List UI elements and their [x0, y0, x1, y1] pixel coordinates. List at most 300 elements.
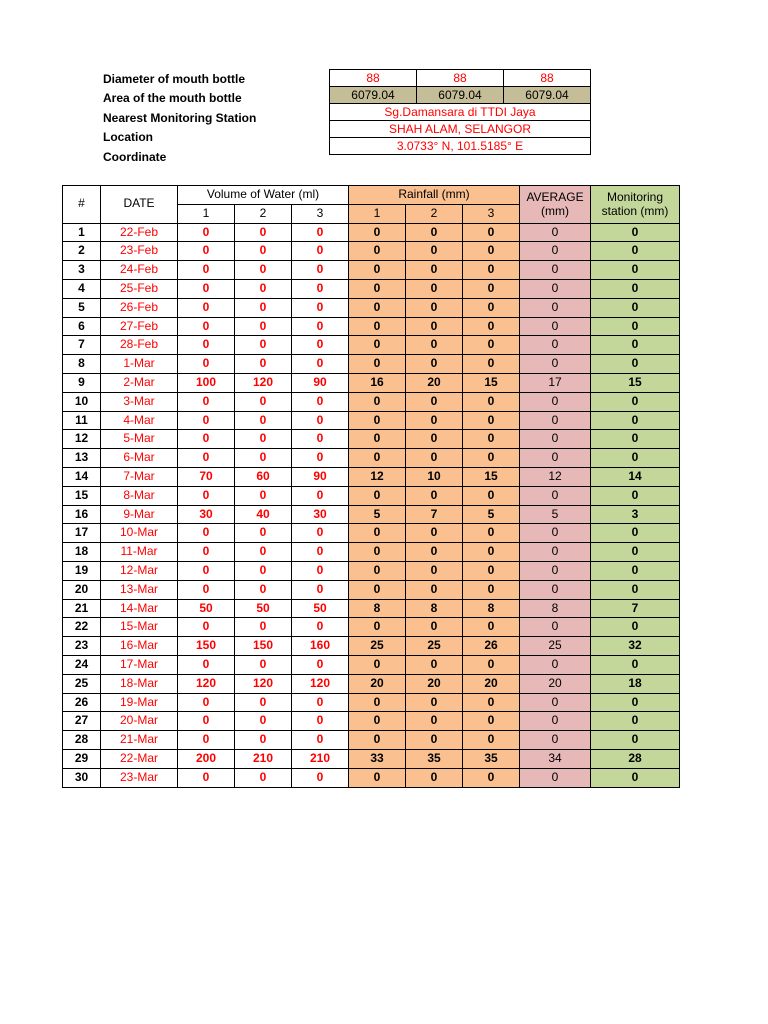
volume-3-cell[interactable]: 0: [292, 524, 349, 543]
date-cell[interactable]: 4-Mar: [101, 411, 178, 430]
rainfall-3-cell[interactable]: 0: [463, 712, 520, 731]
monitoring-cell[interactable]: 32: [591, 637, 680, 656]
row-number[interactable]: 1: [63, 223, 101, 242]
volume-2-cell[interactable]: 0: [235, 279, 292, 298]
rainfall-1-cell[interactable]: 0: [349, 411, 406, 430]
volume-1-cell[interactable]: 0: [178, 298, 235, 317]
rainfall-3-cell[interactable]: 26: [463, 637, 520, 656]
date-cell[interactable]: 22-Feb: [101, 223, 178, 242]
rainfall-2-cell[interactable]: 7: [406, 505, 463, 524]
date-cell[interactable]: 13-Mar: [101, 580, 178, 599]
volume-1-cell[interactable]: 0: [178, 355, 235, 374]
volume-1-cell[interactable]: 0: [178, 317, 235, 336]
monitoring-cell[interactable]: 0: [591, 223, 680, 242]
volume-1-cell[interactable]: 100: [178, 373, 235, 392]
volume-3-cell[interactable]: 0: [292, 336, 349, 355]
rainfall-2-cell[interactable]: 0: [406, 712, 463, 731]
diameter-cell[interactable]: 88: [417, 70, 504, 87]
volume-2-cell[interactable]: 0: [235, 618, 292, 637]
rainfall-1-cell[interactable]: 0: [349, 392, 406, 411]
rainfall-1-cell[interactable]: 16: [349, 373, 406, 392]
average-cell[interactable]: 0: [520, 355, 591, 374]
date-cell[interactable]: 26-Feb: [101, 298, 178, 317]
row-number[interactable]: 22: [63, 618, 101, 637]
volume-2-cell[interactable]: 0: [235, 355, 292, 374]
row-number[interactable]: 23: [63, 637, 101, 656]
date-cell[interactable]: 18-Mar: [101, 674, 178, 693]
row-number[interactable]: 10: [63, 392, 101, 411]
volume-3-cell[interactable]: 0: [292, 655, 349, 674]
volume-1-cell[interactable]: 0: [178, 411, 235, 430]
volume-1-cell[interactable]: 0: [178, 336, 235, 355]
volume-1-cell[interactable]: 0: [178, 486, 235, 505]
volume-2-cell[interactable]: 0: [235, 486, 292, 505]
average-cell[interactable]: 0: [520, 524, 591, 543]
volume-2-cell[interactable]: 120: [235, 373, 292, 392]
row-number[interactable]: 6: [63, 317, 101, 336]
rainfall-1-cell[interactable]: 0: [349, 279, 406, 298]
row-number[interactable]: 27: [63, 712, 101, 731]
rainfall-2-cell[interactable]: 35: [406, 749, 463, 768]
volume-3-cell[interactable]: 0: [292, 618, 349, 637]
average-cell[interactable]: 20: [520, 674, 591, 693]
rainfall-3-cell[interactable]: 0: [463, 449, 520, 468]
rainfall-3-cell[interactable]: 0: [463, 430, 520, 449]
volume-1-cell[interactable]: 0: [178, 580, 235, 599]
rainfall-1-cell[interactable]: 0: [349, 524, 406, 543]
volume-3-cell[interactable]: 0: [292, 580, 349, 599]
rainfall-2-cell[interactable]: 0: [406, 279, 463, 298]
rainfall-1-cell[interactable]: 0: [349, 355, 406, 374]
rainfall-2-cell[interactable]: 0: [406, 449, 463, 468]
rainfall-3-cell[interactable]: 0: [463, 223, 520, 242]
rainfall-1-cell[interactable]: 0: [349, 261, 406, 280]
volume-1-cell[interactable]: 30: [178, 505, 235, 524]
rainfall-3-cell[interactable]: 5: [463, 505, 520, 524]
rainfall-3-cell[interactable]: 0: [463, 355, 520, 374]
sub-header-rainfall-2[interactable]: 2: [406, 204, 463, 223]
volume-1-cell[interactable]: 0: [178, 561, 235, 580]
volume-3-cell[interactable]: 0: [292, 279, 349, 298]
monitoring-cell[interactable]: 0: [591, 430, 680, 449]
average-cell[interactable]: 0: [520, 430, 591, 449]
monitoring-cell[interactable]: 0: [591, 486, 680, 505]
sub-header-volume-1[interactable]: 1: [178, 204, 235, 223]
volume-3-cell[interactable]: 160: [292, 637, 349, 656]
rainfall-1-cell[interactable]: 0: [349, 731, 406, 750]
volume-2-cell[interactable]: 0: [235, 261, 292, 280]
volume-3-cell[interactable]: 0: [292, 561, 349, 580]
average-cell[interactable]: 0: [520, 298, 591, 317]
volume-2-cell[interactable]: 0: [235, 561, 292, 580]
rainfall-3-cell[interactable]: 0: [463, 411, 520, 430]
date-cell[interactable]: 2-Mar: [101, 373, 178, 392]
average-cell[interactable]: 0: [520, 486, 591, 505]
date-cell[interactable]: 27-Feb: [101, 317, 178, 336]
rainfall-3-cell[interactable]: 0: [463, 618, 520, 637]
date-cell[interactable]: 21-Mar: [101, 731, 178, 750]
rainfall-1-cell[interactable]: 0: [349, 486, 406, 505]
date-cell[interactable]: 19-Mar: [101, 693, 178, 712]
col-header-volume[interactable]: Volume of Water (ml): [178, 186, 349, 205]
row-number[interactable]: 5: [63, 298, 101, 317]
row-number[interactable]: 8: [63, 355, 101, 374]
volume-2-cell[interactable]: 0: [235, 655, 292, 674]
volume-3-cell[interactable]: 30: [292, 505, 349, 524]
volume-1-cell[interactable]: 0: [178, 524, 235, 543]
monitoring-cell[interactable]: 0: [591, 712, 680, 731]
volume-3-cell[interactable]: 0: [292, 223, 349, 242]
rainfall-1-cell[interactable]: 12: [349, 467, 406, 486]
rainfall-2-cell[interactable]: 0: [406, 693, 463, 712]
average-cell[interactable]: 0: [520, 655, 591, 674]
rainfall-3-cell[interactable]: 0: [463, 693, 520, 712]
row-number[interactable]: 26: [63, 693, 101, 712]
rainfall-2-cell[interactable]: 20: [406, 373, 463, 392]
rainfall-3-cell[interactable]: 0: [463, 317, 520, 336]
monitoring-cell[interactable]: 0: [591, 561, 680, 580]
rainfall-1-cell[interactable]: 0: [349, 430, 406, 449]
volume-1-cell[interactable]: 0: [178, 731, 235, 750]
row-number[interactable]: 18: [63, 543, 101, 562]
average-cell[interactable]: 0: [520, 580, 591, 599]
date-cell[interactable]: 25-Feb: [101, 279, 178, 298]
volume-2-cell[interactable]: 60: [235, 467, 292, 486]
rainfall-2-cell[interactable]: 0: [406, 355, 463, 374]
row-number[interactable]: 29: [63, 749, 101, 768]
monitoring-cell[interactable]: 14: [591, 467, 680, 486]
volume-1-cell[interactable]: 0: [178, 543, 235, 562]
row-number[interactable]: 28: [63, 731, 101, 750]
monitoring-cell[interactable]: 0: [591, 411, 680, 430]
area-cell[interactable]: 6079.04: [417, 87, 504, 104]
monitoring-cell[interactable]: 0: [591, 317, 680, 336]
average-cell[interactable]: 0: [520, 242, 591, 261]
date-cell[interactable]: 10-Mar: [101, 524, 178, 543]
average-cell[interactable]: 0: [520, 411, 591, 430]
volume-1-cell[interactable]: 70: [178, 467, 235, 486]
row-number[interactable]: 13: [63, 449, 101, 468]
rainfall-2-cell[interactable]: 0: [406, 261, 463, 280]
average-cell[interactable]: 0: [520, 561, 591, 580]
row-number[interactable]: 24: [63, 655, 101, 674]
date-cell[interactable]: 24-Feb: [101, 261, 178, 280]
rainfall-1-cell[interactable]: 33: [349, 749, 406, 768]
volume-1-cell[interactable]: 0: [178, 449, 235, 468]
row-number[interactable]: 14: [63, 467, 101, 486]
average-cell[interactable]: 0: [520, 712, 591, 731]
volume-2-cell[interactable]: 0: [235, 712, 292, 731]
rainfall-2-cell[interactable]: 0: [406, 731, 463, 750]
volume-2-cell[interactable]: 40: [235, 505, 292, 524]
date-cell[interactable]: 3-Mar: [101, 392, 178, 411]
date-cell[interactable]: 1-Mar: [101, 355, 178, 374]
coordinate-cell[interactable]: 3.0733° N, 101.5185° E: [330, 138, 591, 155]
volume-1-cell[interactable]: 0: [178, 655, 235, 674]
volume-3-cell[interactable]: 0: [292, 712, 349, 731]
volume-3-cell[interactable]: 0: [292, 261, 349, 280]
volume-2-cell[interactable]: 0: [235, 392, 292, 411]
rainfall-2-cell[interactable]: 0: [406, 486, 463, 505]
volume-2-cell[interactable]: 0: [235, 768, 292, 787]
rainfall-1-cell[interactable]: 0: [349, 449, 406, 468]
volume-3-cell[interactable]: 0: [292, 731, 349, 750]
col-header-average[interactable]: AVERAGE (mm): [520, 186, 591, 224]
volume-1-cell[interactable]: 0: [178, 279, 235, 298]
monitoring-cell[interactable]: 0: [591, 298, 680, 317]
rainfall-3-cell[interactable]: 8: [463, 599, 520, 618]
average-cell[interactable]: 17: [520, 373, 591, 392]
volume-3-cell[interactable]: 0: [292, 430, 349, 449]
rainfall-1-cell[interactable]: 0: [349, 336, 406, 355]
rainfall-1-cell[interactable]: 0: [349, 298, 406, 317]
rainfall-3-cell[interactable]: 20: [463, 674, 520, 693]
monitoring-cell[interactable]: 0: [591, 242, 680, 261]
monitoring-cell[interactable]: 0: [591, 449, 680, 468]
rainfall-2-cell[interactable]: 0: [406, 336, 463, 355]
volume-2-cell[interactable]: 0: [235, 543, 292, 562]
rainfall-2-cell[interactable]: 0: [406, 580, 463, 599]
volume-3-cell[interactable]: 0: [292, 449, 349, 468]
monitoring-cell[interactable]: 28: [591, 749, 680, 768]
rainfall-2-cell[interactable]: 0: [406, 561, 463, 580]
volume-2-cell[interactable]: 0: [235, 411, 292, 430]
rainfall-3-cell[interactable]: 0: [463, 242, 520, 261]
monitoring-cell[interactable]: 0: [591, 655, 680, 674]
average-cell[interactable]: 0: [520, 279, 591, 298]
rainfall-1-cell[interactable]: 25: [349, 637, 406, 656]
diameter-cell[interactable]: 88: [330, 70, 417, 87]
rainfall-1-cell[interactable]: 20: [349, 674, 406, 693]
date-cell[interactable]: 14-Mar: [101, 599, 178, 618]
average-cell[interactable]: 0: [520, 693, 591, 712]
volume-3-cell[interactable]: 0: [292, 768, 349, 787]
volume-1-cell[interactable]: 0: [178, 392, 235, 411]
average-cell[interactable]: 34: [520, 749, 591, 768]
rainfall-2-cell[interactable]: 8: [406, 599, 463, 618]
rainfall-1-cell[interactable]: 0: [349, 543, 406, 562]
rainfall-2-cell[interactable]: 0: [406, 223, 463, 242]
rainfall-3-cell[interactable]: 15: [463, 467, 520, 486]
volume-2-cell[interactable]: 0: [235, 430, 292, 449]
sub-header-rainfall-3[interactable]: 3: [463, 204, 520, 223]
row-number[interactable]: 11: [63, 411, 101, 430]
diameter-cell[interactable]: 88: [504, 70, 591, 87]
rainfall-2-cell[interactable]: 0: [406, 317, 463, 336]
station-cell[interactable]: Sg.Damansara di TTDI Jaya: [330, 104, 591, 121]
volume-2-cell[interactable]: 0: [235, 317, 292, 336]
sub-header-volume-2[interactable]: 2: [235, 204, 292, 223]
rainfall-3-cell[interactable]: 0: [463, 543, 520, 562]
average-cell[interactable]: 5: [520, 505, 591, 524]
rainfall-2-cell[interactable]: 0: [406, 242, 463, 261]
average-cell[interactable]: 0: [520, 336, 591, 355]
date-cell[interactable]: 23-Feb: [101, 242, 178, 261]
average-cell[interactable]: 0: [520, 768, 591, 787]
volume-3-cell[interactable]: 0: [292, 543, 349, 562]
volume-3-cell[interactable]: 90: [292, 373, 349, 392]
rainfall-1-cell[interactable]: 0: [349, 317, 406, 336]
row-number[interactable]: 25: [63, 674, 101, 693]
rainfall-2-cell[interactable]: 0: [406, 411, 463, 430]
row-number[interactable]: 3: [63, 261, 101, 280]
volume-3-cell[interactable]: 0: [292, 411, 349, 430]
rainfall-3-cell[interactable]: 0: [463, 768, 520, 787]
monitoring-cell[interactable]: 18: [591, 674, 680, 693]
volume-2-cell[interactable]: 150: [235, 637, 292, 656]
volume-1-cell[interactable]: 0: [178, 223, 235, 242]
rainfall-1-cell[interactable]: 0: [349, 242, 406, 261]
rainfall-2-cell[interactable]: 0: [406, 392, 463, 411]
rainfall-2-cell[interactable]: 10: [406, 467, 463, 486]
average-cell[interactable]: 0: [520, 731, 591, 750]
rainfall-2-cell[interactable]: 0: [406, 618, 463, 637]
volume-3-cell[interactable]: 0: [292, 317, 349, 336]
row-number[interactable]: 21: [63, 599, 101, 618]
rainfall-2-cell[interactable]: 0: [406, 430, 463, 449]
date-cell[interactable]: 16-Mar: [101, 637, 178, 656]
monitoring-cell[interactable]: 0: [591, 618, 680, 637]
sub-header-rainfall-1[interactable]: 1: [349, 204, 406, 223]
location-cell[interactable]: SHAH ALAM, SELANGOR: [330, 121, 591, 138]
monitoring-cell[interactable]: 0: [591, 580, 680, 599]
row-number[interactable]: 15: [63, 486, 101, 505]
rainfall-1-cell[interactable]: 0: [349, 561, 406, 580]
volume-1-cell[interactable]: 0: [178, 712, 235, 731]
volume-3-cell[interactable]: 210: [292, 749, 349, 768]
average-cell[interactable]: 0: [520, 223, 591, 242]
date-cell[interactable]: 15-Mar: [101, 618, 178, 637]
monitoring-cell[interactable]: 3: [591, 505, 680, 524]
volume-2-cell[interactable]: 0: [235, 580, 292, 599]
volume-1-cell[interactable]: 0: [178, 242, 235, 261]
rainfall-3-cell[interactable]: 0: [463, 261, 520, 280]
date-cell[interactable]: 22-Mar: [101, 749, 178, 768]
area-cell[interactable]: 6079.04: [330, 87, 417, 104]
date-cell[interactable]: 8-Mar: [101, 486, 178, 505]
sub-header-volume-3[interactable]: 3: [292, 204, 349, 223]
rainfall-1-cell[interactable]: 0: [349, 580, 406, 599]
monitoring-cell[interactable]: 0: [591, 355, 680, 374]
monitoring-cell[interactable]: 15: [591, 373, 680, 392]
row-number[interactable]: 16: [63, 505, 101, 524]
volume-3-cell[interactable]: 50: [292, 599, 349, 618]
monitoring-cell[interactable]: 0: [591, 524, 680, 543]
average-cell[interactable]: 0: [520, 317, 591, 336]
volume-3-cell[interactable]: 0: [292, 486, 349, 505]
rainfall-1-cell[interactable]: 0: [349, 618, 406, 637]
volume-1-cell[interactable]: 0: [178, 261, 235, 280]
rainfall-2-cell[interactable]: 0: [406, 543, 463, 562]
rainfall-1-cell[interactable]: 0: [349, 693, 406, 712]
volume-2-cell[interactable]: 0: [235, 242, 292, 261]
volume-3-cell[interactable]: 90: [292, 467, 349, 486]
volume-3-cell[interactable]: 0: [292, 242, 349, 261]
volume-2-cell[interactable]: 0: [235, 731, 292, 750]
volume-1-cell[interactable]: 0: [178, 430, 235, 449]
rainfall-2-cell[interactable]: 0: [406, 655, 463, 674]
row-number[interactable]: 17: [63, 524, 101, 543]
monitoring-cell[interactable]: 7: [591, 599, 680, 618]
average-cell[interactable]: 0: [520, 449, 591, 468]
date-cell[interactable]: 5-Mar: [101, 430, 178, 449]
col-header-date[interactable]: DATE: [101, 186, 178, 224]
monitoring-cell[interactable]: 0: [591, 261, 680, 280]
monitoring-cell[interactable]: 0: [591, 392, 680, 411]
rainfall-2-cell[interactable]: 25: [406, 637, 463, 656]
rainfall-1-cell[interactable]: 0: [349, 223, 406, 242]
area-cell[interactable]: 6079.04: [504, 87, 591, 104]
rainfall-3-cell[interactable]: 0: [463, 524, 520, 543]
volume-3-cell[interactable]: 0: [292, 355, 349, 374]
row-number[interactable]: 19: [63, 561, 101, 580]
volume-3-cell[interactable]: 0: [292, 298, 349, 317]
rainfall-1-cell[interactable]: 0: [349, 655, 406, 674]
row-number[interactable]: 12: [63, 430, 101, 449]
average-cell[interactable]: 8: [520, 599, 591, 618]
rainfall-2-cell[interactable]: 0: [406, 768, 463, 787]
rainfall-3-cell[interactable]: 0: [463, 298, 520, 317]
average-cell[interactable]: 12: [520, 467, 591, 486]
row-number[interactable]: 20: [63, 580, 101, 599]
row-number[interactable]: 2: [63, 242, 101, 261]
date-cell[interactable]: 7-Mar: [101, 467, 178, 486]
monitoring-cell[interactable]: 0: [591, 336, 680, 355]
volume-1-cell[interactable]: 0: [178, 693, 235, 712]
volume-2-cell[interactable]: 50: [235, 599, 292, 618]
volume-2-cell[interactable]: 120: [235, 674, 292, 693]
rainfall-3-cell[interactable]: 0: [463, 392, 520, 411]
date-cell[interactable]: 9-Mar: [101, 505, 178, 524]
volume-3-cell[interactable]: 0: [292, 392, 349, 411]
col-header-rainfall[interactable]: Rainfall (mm): [349, 186, 520, 205]
rainfall-2-cell[interactable]: 0: [406, 524, 463, 543]
rainfall-3-cell[interactable]: 0: [463, 486, 520, 505]
average-cell[interactable]: 0: [520, 618, 591, 637]
rainfall-1-cell[interactable]: 8: [349, 599, 406, 618]
average-cell[interactable]: 0: [520, 261, 591, 280]
volume-2-cell[interactable]: 0: [235, 223, 292, 242]
date-cell[interactable]: 17-Mar: [101, 655, 178, 674]
volume-1-cell[interactable]: 50: [178, 599, 235, 618]
volume-1-cell[interactable]: 150: [178, 637, 235, 656]
volume-3-cell[interactable]: 0: [292, 693, 349, 712]
monitoring-cell[interactable]: 0: [591, 768, 680, 787]
volume-1-cell[interactable]: 0: [178, 618, 235, 637]
row-number[interactable]: 30: [63, 768, 101, 787]
row-number[interactable]: 4: [63, 279, 101, 298]
date-cell[interactable]: 11-Mar: [101, 543, 178, 562]
rainfall-1-cell[interactable]: 0: [349, 712, 406, 731]
date-cell[interactable]: 23-Mar: [101, 768, 178, 787]
rainfall-3-cell[interactable]: 0: [463, 336, 520, 355]
rainfall-3-cell[interactable]: 0: [463, 279, 520, 298]
volume-1-cell[interactable]: 120: [178, 674, 235, 693]
rainfall-2-cell[interactable]: 0: [406, 298, 463, 317]
rainfall-3-cell[interactable]: 0: [463, 655, 520, 674]
volume-1-cell[interactable]: 0: [178, 768, 235, 787]
monitoring-cell[interactable]: 0: [591, 731, 680, 750]
volume-1-cell[interactable]: 200: [178, 749, 235, 768]
volume-2-cell[interactable]: 210: [235, 749, 292, 768]
volume-2-cell[interactable]: 0: [235, 449, 292, 468]
rainfall-3-cell[interactable]: 0: [463, 561, 520, 580]
date-cell[interactable]: 12-Mar: [101, 561, 178, 580]
rainfall-3-cell[interactable]: 0: [463, 580, 520, 599]
monitoring-cell[interactable]: 0: [591, 693, 680, 712]
volume-2-cell[interactable]: 0: [235, 336, 292, 355]
row-number[interactable]: 9: [63, 373, 101, 392]
